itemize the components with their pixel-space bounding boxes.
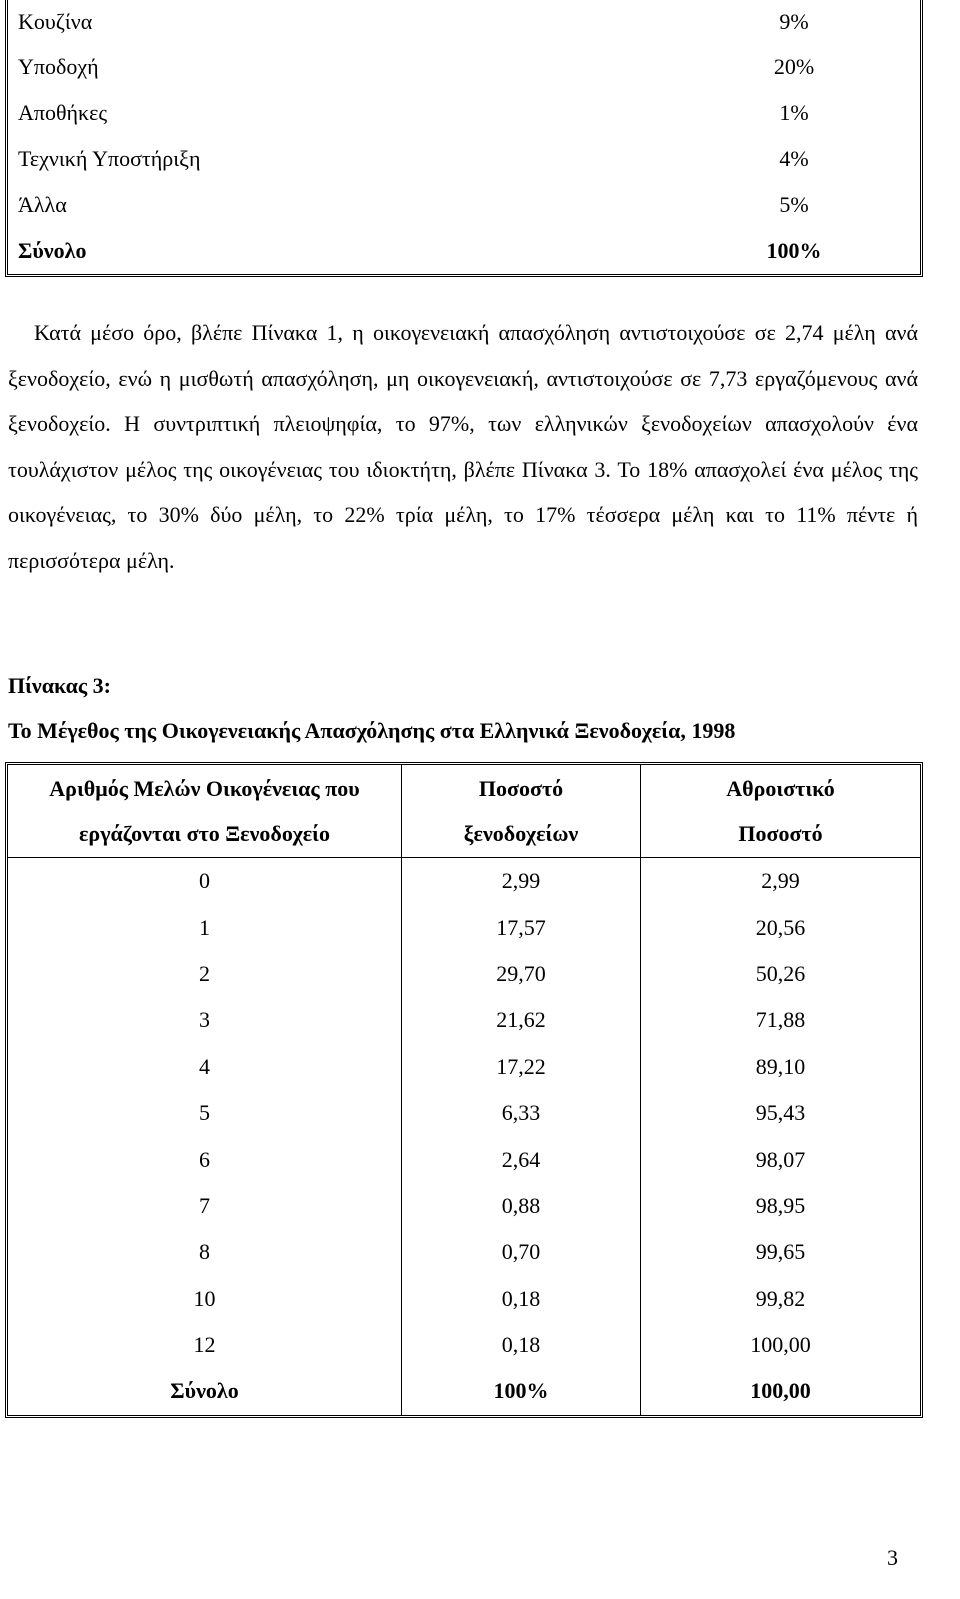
total-cumulative: 100,00	[750, 1378, 811, 1404]
total-percentage: 100%	[402, 1368, 641, 1414]
header-line: Αθροιστικό	[726, 776, 835, 801]
body-paragraph: Κατά μέσο όρο, βλέπε Πίνακα 1, η οικογενειακή απασχόληση αντιστοιχούσε σε 2,74 μέλη ανά ξενοδοχείο, ενώ η μισθωτή απασχόληση, μη οικογενειακή, αντιστοιχούσε σε 7,73 εργαζόμενους ανά ξενοδοχείο. Η συντριπτική πλειοψηφία, το 97%, των ελληνικών ξενοδοχείων απασχολούν ένα τουλάχιστον μέλος της οικογένειας του ιδιοκτήτη, βλέπε Πίνακα 3. Το 18% απασχολεί ένα μέλος της οικογένειας, το 30% δύο μέλη, το 22% τρία μέλη, το 17% τέσσερα μέλη και το 11% πέντε ή περισσότερα μέλη.	[8, 320, 918, 573]
cell-members: 3	[8, 997, 402, 1043]
header-line: εργάζονται στο Ξενοδοχείο	[79, 821, 330, 846]
cell-cumulative: 95,43	[755, 1100, 806, 1126]
row-value: 20%	[773, 54, 815, 79]
table-row	[8, 997, 920, 1043]
cell-members: 0	[8, 858, 402, 904]
row-label: Υποδοχή	[18, 54, 99, 79]
total-value: 100%	[766, 238, 822, 263]
total-label: Σύνολο	[18, 238, 87, 263]
header-row	[8, 765, 920, 858]
cell-cumulative: 89,10	[755, 1053, 806, 1079]
cell-members: 1	[8, 904, 402, 950]
table-row	[8, 1183, 920, 1229]
cell-percentage: 0,88	[402, 1183, 641, 1229]
header-members	[8, 765, 402, 858]
cell-cumulative: 99,82	[755, 1285, 806, 1311]
table-row	[8, 0, 920, 44]
cell-percentage: 2,64	[402, 1136, 641, 1182]
table-row	[8, 1136, 920, 1182]
cell-percentage: 0,18	[402, 1322, 641, 1368]
row-value: 4%	[779, 146, 809, 171]
cell-members: 4	[8, 1044, 402, 1090]
cell-members: 10	[8, 1276, 402, 1322]
row-label: Αποθήκες	[18, 100, 108, 125]
cell-members: 8	[8, 1229, 402, 1275]
row-value: 9%	[779, 9, 809, 34]
cell-percentage: 0,18	[402, 1276, 641, 1322]
row-label: Τεχνική Υποστήριξη	[18, 146, 201, 171]
table-row	[8, 136, 920, 182]
header-cumulative	[641, 765, 920, 858]
table-row	[8, 858, 920, 904]
cell-cumulative: 20,56	[755, 914, 806, 940]
staff-distribution-table	[5, 0, 923, 277]
cell-cumulative: 98,07	[755, 1146, 806, 1172]
table-row	[8, 1229, 920, 1275]
row-value: 1%	[779, 100, 809, 125]
cell-members: 2	[8, 951, 402, 997]
table-row	[8, 90, 920, 136]
cell-members: 6	[8, 1136, 402, 1182]
header-percentage	[402, 765, 641, 858]
total-row	[8, 1368, 920, 1414]
cell-cumulative: 50,26	[755, 960, 806, 986]
cell-members: 7	[8, 1183, 402, 1229]
page-number: 3	[887, 1545, 898, 1570]
total-label: Σύνολο	[8, 1368, 402, 1414]
cell-percentage: 17,57	[402, 904, 641, 950]
header-line: ξενοδοχείων	[463, 821, 579, 846]
cell-percentage: 29,70	[402, 951, 641, 997]
table-row	[8, 951, 920, 997]
header-line: Ποσοστό	[478, 776, 564, 801]
cell-cumulative: 100,00	[750, 1332, 811, 1358]
row-value: 5%	[779, 192, 809, 217]
cell-percentage: 21,62	[402, 997, 641, 1043]
family-employment-table	[5, 762, 923, 1418]
total-row	[8, 228, 920, 274]
row-label: Άλλα	[18, 192, 67, 217]
table-row	[8, 1044, 920, 1090]
header-line: Αριθμός Μελών Οικογένειας που	[49, 776, 360, 801]
row-label: Κουζίνα	[18, 9, 93, 34]
cell-members: 12	[8, 1322, 402, 1368]
cell-members: 5	[8, 1090, 402, 1136]
cell-cumulative: 71,88	[755, 1007, 806, 1033]
cell-cumulative: 2,99	[761, 868, 800, 894]
table-row	[8, 1090, 920, 1136]
cell-percentage: 2,99	[402, 858, 641, 904]
cell-cumulative: 99,65	[755, 1239, 806, 1265]
table-label: Πίνακας 3:	[8, 673, 112, 698]
cell-percentage: 0,70	[402, 1229, 641, 1275]
table-row	[8, 182, 920, 228]
cell-cumulative: 98,95	[755, 1192, 806, 1218]
table-row	[8, 44, 920, 90]
cell-percentage: 6,33	[402, 1090, 641, 1136]
cell-percentage: 17,22	[402, 1044, 641, 1090]
table-row	[8, 1322, 920, 1368]
header-line: Ποσοστό	[738, 821, 823, 846]
table-row	[8, 1276, 920, 1322]
table-caption: Το Μέγεθος της Οικογενειακής Απασχόλησης στα Ελληνικά Ξενοδοχεία, 1998	[8, 718, 736, 743]
table-row	[8, 904, 920, 950]
